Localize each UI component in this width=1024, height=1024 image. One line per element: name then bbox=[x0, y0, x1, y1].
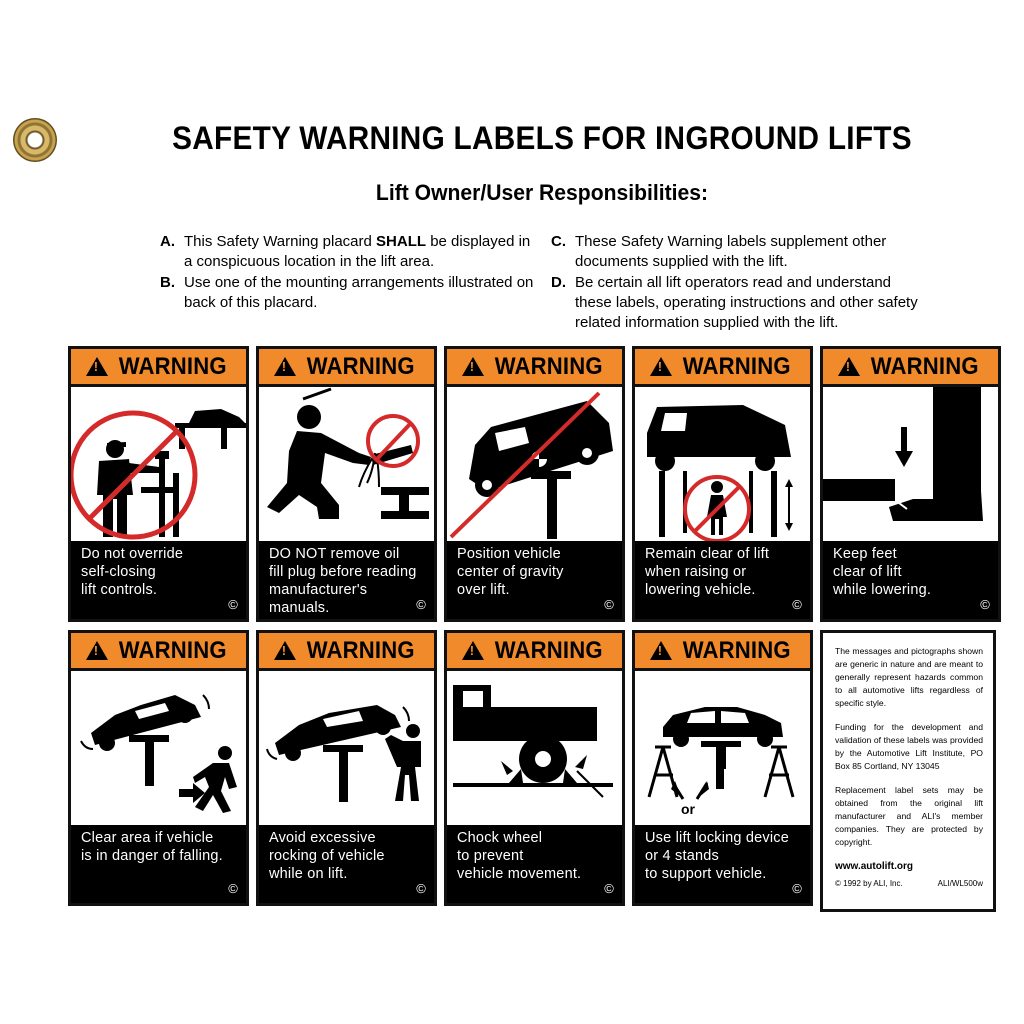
responsibility-text: This Safety Warning placard SHALL be displayed in a conspicuous location in the lift area. bbox=[184, 233, 531, 270]
pictograph-remain-clear-icon bbox=[635, 387, 810, 541]
warning-panel-locking-device bbox=[632, 630, 813, 906]
info-paragraph-replacement: Replacement label sets may be obtained from the original lift manufacturer and ALI's member companies. They are protected by copyright. bbox=[835, 785, 983, 847]
warning-header bbox=[259, 633, 434, 671]
warning-word: WARNING bbox=[306, 636, 415, 664]
responsibilities-right bbox=[551, 232, 921, 334]
warning-triangle-icon bbox=[838, 357, 860, 376]
warning-panel-clear-area bbox=[68, 630, 249, 906]
warning-word: WARNING bbox=[306, 352, 415, 380]
warning-caption: DO NOT remove oil fill plug before reading manufacturer's manuals. © bbox=[259, 541, 434, 619]
info-paragraph-funding: Funding for the development and validation of these labels was provided by the Automotive Lift Institute, PO Box 85 Cortland, NY 13045 bbox=[835, 722, 983, 771]
page-title: SAFETY WARNING LABELS FOR INGROUND LIFTS bbox=[172, 120, 912, 156]
warning-panel-keep-feet-clear bbox=[820, 346, 1001, 622]
copyright-symbol: © bbox=[792, 881, 802, 896]
responsibility-letter: C. bbox=[551, 233, 566, 250]
pictograph-clear-area-icon bbox=[71, 671, 246, 825]
warning-triangle-icon bbox=[462, 641, 484, 660]
warning-header bbox=[635, 349, 810, 387]
warning-word: WARNING bbox=[118, 352, 227, 380]
warning-triangle-icon bbox=[86, 357, 108, 376]
copyright-symbol: © bbox=[604, 881, 614, 896]
responsibility-letter: A. bbox=[160, 233, 175, 250]
pictograph-or-label: or bbox=[681, 801, 695, 817]
copyright-symbol: © bbox=[416, 597, 426, 612]
pictograph-center-gravity-icon bbox=[447, 387, 622, 541]
pictograph-keep-feet-clear-icon bbox=[823, 387, 998, 541]
warning-word: WARNING bbox=[682, 352, 791, 380]
warning-panel-avoid-rocking bbox=[256, 630, 437, 906]
responsibility-text: Be certain all lift operators read and understand these labels, operating instructions and other safety related information supplied with the lift. bbox=[575, 274, 918, 331]
warning-header bbox=[259, 349, 434, 387]
warning-caption: Chock wheel to prevent vehicle movement. © bbox=[447, 825, 622, 903]
page-subtitle: Lift Owner/User Responsibilities: bbox=[375, 180, 709, 205]
info-panel bbox=[820, 630, 996, 912]
warning-header bbox=[71, 633, 246, 671]
warning-caption: Position vehicle center of gravity over lift. © bbox=[447, 541, 622, 619]
warning-header bbox=[447, 633, 622, 671]
copyright-symbol: © bbox=[228, 881, 238, 896]
warning-header bbox=[635, 633, 810, 671]
responsibilities-left bbox=[160, 232, 540, 314]
responsibility-a bbox=[160, 232, 540, 272]
warning-triangle-icon bbox=[462, 357, 484, 376]
warning-caption: Clear area if vehicle is in danger of falling. © bbox=[71, 825, 246, 903]
responsibility-text: These Safety Warning labels supplement other documents supplied with the lift. bbox=[575, 233, 887, 270]
copyright-symbol: © bbox=[416, 881, 426, 896]
responsibility-letter: D. bbox=[551, 274, 566, 291]
warning-caption: Remain clear of lift when raising or lowering vehicle. © bbox=[635, 541, 810, 619]
warning-panel-override-controls bbox=[68, 346, 249, 622]
warning-header bbox=[447, 349, 622, 387]
warning-triangle-icon bbox=[86, 641, 108, 660]
responsibility-c bbox=[551, 232, 921, 272]
warning-word: WARNING bbox=[494, 636, 603, 664]
info-paragraph-generic: The messages and pictographs shown are generic in nature and are meant to generally represent hazards common to all automotive lifts regardless of specific style. bbox=[835, 646, 983, 708]
warning-caption: Use lift locking device or 4 stands to support vehicle. © bbox=[635, 825, 810, 903]
warning-header bbox=[823, 349, 998, 387]
responsibility-text: Use one of the mounting arrangements illustrated on back of this placard. bbox=[184, 274, 534, 311]
warning-header bbox=[71, 349, 246, 387]
warning-triangle-icon bbox=[650, 357, 672, 376]
warning-word: WARNING bbox=[118, 636, 227, 664]
info-footer bbox=[835, 877, 983, 890]
info-copyright: © 1992 by ALI, Inc. bbox=[835, 879, 903, 888]
copyright-symbol: © bbox=[980, 597, 990, 612]
warning-caption: Avoid excessive rocking of vehicle while on lift. © bbox=[259, 825, 434, 903]
warning-word: WARNING bbox=[870, 352, 979, 380]
info-code: ALI/WL500w bbox=[937, 879, 983, 888]
warning-panel-center-gravity bbox=[444, 346, 625, 622]
responsibility-d bbox=[551, 273, 921, 333]
warning-triangle-icon bbox=[650, 641, 672, 660]
warning-word: WARNING bbox=[682, 636, 791, 664]
responsibility-b bbox=[160, 273, 540, 313]
warning-panel-chock-wheel bbox=[444, 630, 625, 906]
warning-caption: Do not override self-closing lift controls. © bbox=[71, 541, 246, 619]
pictograph-chock-wheel-icon bbox=[447, 671, 622, 825]
warning-caption: Keep feet clear of lift while lowering. © bbox=[823, 541, 998, 619]
warning-word: WARNING bbox=[494, 352, 603, 380]
warning-panel-oil-plug bbox=[256, 346, 437, 622]
warning-triangle-icon bbox=[274, 641, 296, 660]
warning-triangle-icon bbox=[274, 357, 296, 376]
copyright-symbol: © bbox=[792, 597, 802, 612]
responsibility-letter: B. bbox=[160, 274, 175, 291]
copyright-symbol: © bbox=[228, 597, 238, 612]
pictograph-locking-device-icon bbox=[635, 671, 810, 825]
warning-panel-remain-clear bbox=[632, 346, 813, 622]
pictograph-avoid-rocking-icon bbox=[259, 671, 434, 825]
pictograph-override-controls-icon bbox=[71, 387, 246, 541]
pictograph-oil-plug-icon bbox=[259, 387, 434, 541]
info-url: www.autolift.org bbox=[835, 861, 913, 872]
copyright-symbol: © bbox=[604, 597, 614, 612]
